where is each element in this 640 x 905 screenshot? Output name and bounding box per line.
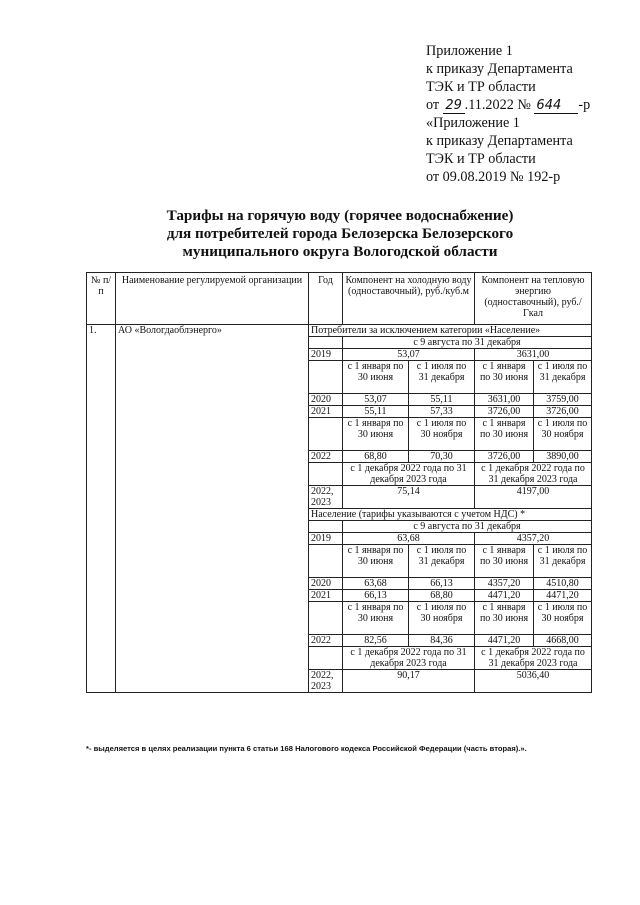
year-cell: 2022 [309, 451, 343, 463]
period-label: с 1 января по 30 июня [343, 602, 409, 635]
period-label: с 1 января по 30 июня [475, 602, 534, 635]
handwritten-day: 29 [443, 99, 465, 114]
value-cell: 63,68 [343, 578, 409, 590]
value-cell: 5036,40 [475, 670, 592, 693]
value-cell: 75,14 [343, 486, 475, 509]
year-cell: 2019 [309, 349, 343, 361]
value-cell: 55,11 [343, 406, 409, 418]
value-cell: 3890,00 [534, 451, 592, 463]
value-cell: 55,11 [409, 394, 475, 406]
period-label: с 1 июля по 31 декабря [409, 361, 475, 394]
period-label: с 1 июля по 31 декабря [534, 545, 592, 578]
header-org: Наименование регулируемой организации [116, 273, 309, 325]
empty-cell [309, 337, 343, 349]
value-cell: 4471,20 [475, 590, 534, 602]
value-cell: 3726,00 [475, 451, 534, 463]
period-label: с 1 декабря 2022 года по 31 декабря 2023 года [343, 463, 475, 486]
value-cell: 4357,20 [475, 578, 534, 590]
year-cell: 2021 [309, 590, 343, 602]
value-cell: 4668,00 [534, 635, 592, 647]
value-cell: 63,68 [343, 533, 475, 545]
title-line: муниципального округа Вологодской области [182, 243, 498, 260]
appendix-date-line [426, 96, 631, 114]
period-label: с 1 января по 30 июня [343, 361, 409, 394]
value-cell: 4357,20 [475, 533, 592, 545]
period-label: с 1 июля по 30 ноября [409, 418, 475, 451]
empty-cell [309, 647, 343, 670]
period-label: с 1 января по 30 июня [343, 418, 409, 451]
tariff-table [86, 272, 592, 693]
value-cell: 4510,80 [534, 578, 592, 590]
period-label: с 1 июля по 30 ноября [409, 602, 475, 635]
title-line: Тарифы на горячую воду (горячее водоснабжение) [166, 207, 514, 224]
value-cell: 57,33 [409, 406, 475, 418]
group-title: Население (тарифы указываются с учетом НДС) * [309, 509, 592, 521]
period-label: с 1 декабря 2022 года по 31 декабря 2023 года [343, 647, 475, 670]
empty-cell [309, 545, 343, 578]
period-label: с 1 января по 30 июня [343, 545, 409, 578]
value-cell: 84,36 [409, 635, 475, 647]
empty-cell [309, 602, 343, 635]
value-cell: 53,07 [343, 349, 475, 361]
appendix-block [426, 42, 631, 186]
value-cell: 68,80 [409, 590, 475, 602]
date-prefix: от [426, 97, 440, 113]
appendix-line: ТЭК и ТР области [426, 79, 536, 95]
org-name: АО «Вологдаоблэнерго» [116, 325, 309, 693]
header-cold: Компонент на холодную воду (одноставочный), руб./куб.м [343, 273, 475, 325]
empty-cell [309, 418, 343, 451]
header-heat: Компонент на тепловую энергию (одноставочный), руб./Гкал [475, 273, 592, 325]
document-title [80, 207, 600, 261]
table-header-row [87, 273, 592, 325]
appendix-line: к приказу Департамента [426, 61, 573, 77]
row-number: 1. [87, 325, 116, 693]
value-cell: 90,17 [343, 670, 475, 693]
year-cell: 2022, 2023 [309, 486, 343, 509]
value-cell: 4471,20 [475, 635, 534, 647]
value-cell: 3726,00 [475, 406, 534, 418]
appendix-line: Приложение 1 [426, 43, 513, 59]
value-cell: 68,80 [343, 451, 409, 463]
table-row [87, 325, 592, 337]
value-cell: 3759,00 [534, 394, 592, 406]
period-label: с 9 августа по 31 декабря [343, 521, 592, 533]
year-cell: 2022, 2023 [309, 670, 343, 693]
period-label: с 1 января по 30 июня [475, 418, 534, 451]
period-label: с 1 июля по 30 ноября [534, 602, 592, 635]
date-mid: .11.2022 № [464, 97, 531, 113]
header-year: Год [309, 273, 343, 325]
value-cell: 4197,00 [475, 486, 592, 509]
value-cell: 3726,00 [534, 406, 592, 418]
value-cell: 82,56 [343, 635, 409, 647]
group-title: Потребители за исключением категории «Население» [309, 325, 592, 337]
period-label: с 1 декабря 2022 года по 31 декабря 2023 года [475, 647, 592, 670]
year-cell: 2019 [309, 533, 343, 545]
year-cell: 2022 [309, 635, 343, 647]
value-cell: 3631,00 [475, 349, 592, 361]
year-cell: 2020 [309, 578, 343, 590]
value-cell: 3631,00 [475, 394, 534, 406]
empty-cell [309, 361, 343, 394]
value-cell: 66,13 [409, 578, 475, 590]
empty-cell [309, 521, 343, 533]
period-label: с 1 декабря 2022 года по 31 декабря 2023 года [475, 463, 592, 486]
period-label: с 1 июля по 30 ноября [534, 418, 592, 451]
value-cell: 4471,20 [534, 590, 592, 602]
period-label: с 1 января по 30 июня [475, 545, 534, 578]
appendix-line: «Приложение 1 [426, 115, 520, 131]
title-line: для потребителей города Белозерска Белозерского [166, 225, 514, 242]
empty-cell [309, 463, 343, 486]
appendix-line: ТЭК и ТР области [426, 151, 536, 167]
year-cell: 2020 [309, 394, 343, 406]
value-cell: 66,13 [343, 590, 409, 602]
header-num: № п/п [87, 273, 116, 325]
value-cell: 53,07 [343, 394, 409, 406]
appendix-line: от 09.08.2019 № 192-р [426, 169, 561, 185]
handwritten-number: 644 [534, 99, 578, 114]
period-label: с 1 июля по 31 декабря [534, 361, 592, 394]
order-suffix: -р [578, 97, 591, 113]
value-cell: 70,30 [409, 451, 475, 463]
appendix-line: к приказу Департамента [426, 133, 573, 149]
footnote: *- выделяется в целях реализации пункта 6 статьи 168 Налогового кодекса Российской Федерации (часть вторая).». [86, 744, 527, 753]
period-label: с 9 августа по 31 декабря [343, 337, 592, 349]
period-label: с 1 июля по 31 декабря [409, 545, 475, 578]
period-label: с 1 января по 30 июня [475, 361, 534, 394]
year-cell: 2021 [309, 406, 343, 418]
